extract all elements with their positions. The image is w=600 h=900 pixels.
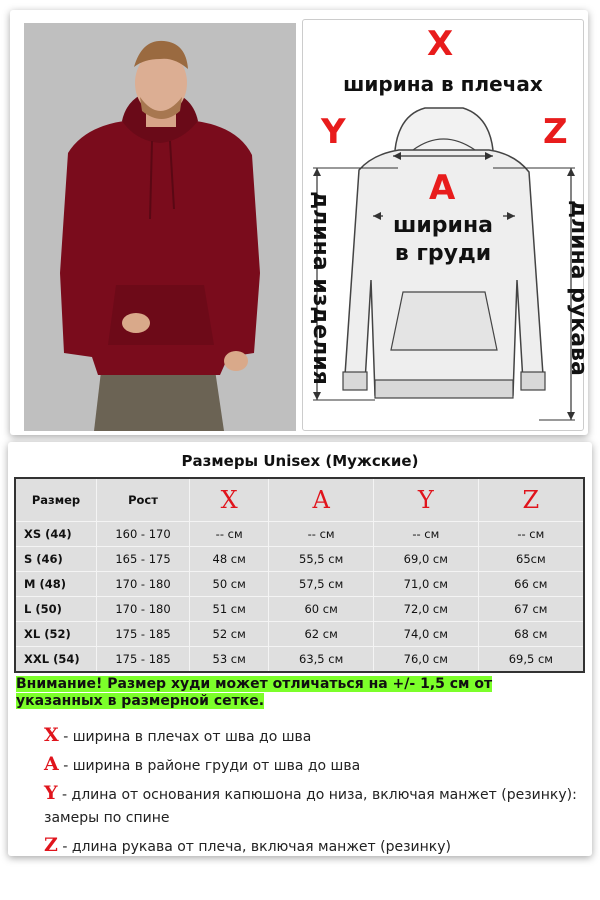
x-cell: 53 см (190, 647, 269, 673)
table-row (15, 597, 584, 622)
size-cell: S (46) (15, 547, 97, 572)
a-cell: 60 см (269, 597, 374, 622)
model-photo (24, 23, 296, 431)
z-cell: 69,5 см (478, 647, 584, 673)
table-row (15, 522, 584, 547)
y-cell: 74,0 см (373, 622, 478, 647)
z-cell: 68 см (478, 622, 584, 647)
z-cell: -- см (478, 522, 584, 547)
y-cell: 71,0 см (373, 572, 478, 597)
y-cell: 72,0 см (373, 597, 478, 622)
x-cell: 51 см (190, 597, 269, 622)
a-cell: -- см (269, 522, 374, 547)
height-cell: 165 - 175 (97, 547, 190, 572)
size-chart-card (8, 442, 592, 856)
model-in-hoodie-image (24, 23, 296, 431)
z-letter: Z (543, 112, 568, 152)
col-header-a: A (269, 478, 374, 522)
x-letter: X (427, 24, 454, 64)
a-cell: 62 см (269, 622, 374, 647)
sleeve-length-label: длина рукава (566, 200, 591, 376)
y-cell: 76,0 см (373, 647, 478, 673)
legend-letter-z: Z (44, 834, 58, 856)
chest-width-label-line2: в груди (394, 241, 492, 266)
col-header-y: Y (373, 478, 478, 522)
height-cell: 170 - 180 (97, 572, 190, 597)
size-table-header (15, 478, 584, 522)
size-warning-text: Внимание! Размер худи может отличаться на +/- 1,5 см от указанных в размерной сетке. (16, 676, 493, 709)
col-header-x: X (190, 478, 269, 522)
y-cell: -- см (373, 522, 478, 547)
x-cell: 48 см (190, 547, 269, 572)
x-cell: -- см (190, 522, 269, 547)
y-cell: 69,0 см (373, 547, 478, 572)
size-chart-title: Размеры Unisex (Мужские) (181, 452, 419, 470)
table-row (15, 572, 584, 597)
shoulder-width-label: ширина в плечах (343, 72, 543, 96)
size-cell: XS (44) (15, 522, 97, 547)
garment-length-label: длина изделия (308, 191, 333, 385)
measurement-legend (44, 724, 584, 859)
chest-width-label-line1: ширина (393, 213, 493, 238)
size-cell: XXL (54) (15, 647, 97, 673)
col-header-height: Рост (97, 478, 190, 522)
height-cell: 160 - 170 (97, 522, 190, 547)
legend-letter-y: Y (44, 782, 58, 804)
legend-item-z (44, 834, 584, 859)
z-cell: 65см (478, 547, 584, 572)
legend-item-y (44, 782, 584, 830)
y-letter: Y (321, 112, 346, 152)
legend-text-a: - ширина в районе груди от шва до шва (58, 758, 361, 774)
x-cell: 50 см (190, 572, 269, 597)
z-cell: 67 см (478, 597, 584, 622)
product-card (10, 10, 591, 435)
a-cell: 63,5 см (269, 647, 374, 673)
z-cell: 66 см (478, 572, 584, 597)
size-cell: M (48) (15, 572, 97, 597)
a-cell: 55,5 см (269, 547, 374, 572)
size-table (14, 477, 585, 673)
legend-item-x (44, 724, 584, 749)
col-header-size: Размер (15, 478, 97, 522)
a-letter: A (429, 168, 456, 208)
table-row (15, 647, 584, 673)
table-row (15, 547, 584, 572)
height-cell: 175 - 185 (97, 647, 190, 673)
height-cell: 170 - 180 (97, 597, 190, 622)
legend-item-a (44, 753, 584, 778)
legend-letter-a: A (44, 753, 59, 775)
x-cell: 52 см (190, 622, 269, 647)
legend-text-x: - ширина в плечах от шва до шва (58, 729, 312, 745)
legend-text-y: - длина от основания капюшона до низа, включая манжет (резинку): замеры по спине (44, 787, 577, 826)
col-header-z: Z (478, 478, 584, 522)
size-cell: L (50) (15, 597, 97, 622)
a-cell: 57,5 см (269, 572, 374, 597)
legend-letter-x: X (44, 724, 59, 746)
size-cell: XL (52) (15, 622, 97, 647)
legend-text-z: - длина рукава от плеча, включая манжет (резинку) (57, 839, 452, 855)
table-row (15, 622, 584, 647)
chest-width-label (383, 212, 503, 268)
measurement-diagram (302, 19, 591, 431)
height-cell: 175 - 185 (97, 622, 190, 647)
size-warning (16, 676, 576, 710)
